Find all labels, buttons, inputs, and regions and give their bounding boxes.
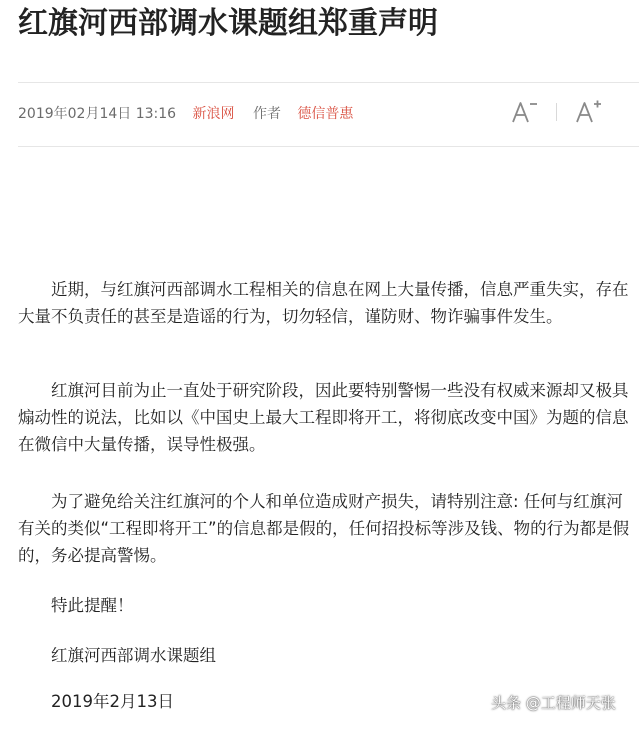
source-link[interactable]: 新浪网 bbox=[192, 106, 235, 122]
watermark: 头条 @工程师天张 bbox=[491, 694, 616, 712]
paragraph-2: 红旗河目前为止一直处于研究阶段，因此要特别警惕一些没有权威来源却又极具煽动性的说法，比如以《中国史上最大工程即将开工，将彻底改变中国》为题的信息在微信中大量传播，误导性极强。 bbox=[18, 381, 629, 454]
paragraph-date: 2019年2月13日 bbox=[51, 692, 174, 711]
paragraph-signature: 红旗河西部调水课题组 bbox=[51, 646, 216, 665]
article-meta bbox=[18, 104, 353, 124]
font-decrease-button[interactable] bbox=[510, 98, 540, 126]
article-title: 红旗河西部调水课题组郑重声明 bbox=[18, 6, 438, 41]
paragraph-1: 近期，与红旗河西部调水工程相关的信息在网上大量传播，信息严重失实，存在大量不负责任的甚至是造谣的行为，切勿轻信，谨防财、物诈骗事件发生。 bbox=[18, 280, 629, 326]
font-size-decrease-icon bbox=[510, 98, 540, 126]
top-divider bbox=[18, 82, 639, 83]
author-label: 作者 bbox=[252, 106, 281, 122]
font-controls-separator bbox=[556, 103, 557, 121]
paragraph-3: 为了避免给关注红旗河的个人和单位造成财产损失，请特别注意: 任何与红旗河有关的类似“工程即将开工”的信息都是假的，任何招投标等涉及钱、物的行为都是假的，务必提高警惕。 bbox=[18, 492, 630, 565]
paragraph-reminder: 特此提醒！ bbox=[51, 596, 134, 615]
font-size-increase-icon bbox=[574, 98, 604, 126]
author-link[interactable]: 德信普惠 bbox=[297, 106, 354, 122]
font-increase-button[interactable] bbox=[574, 98, 604, 126]
publish-datetime: 2019年02月14日 13:16 bbox=[18, 106, 177, 122]
meta-divider bbox=[18, 146, 639, 147]
